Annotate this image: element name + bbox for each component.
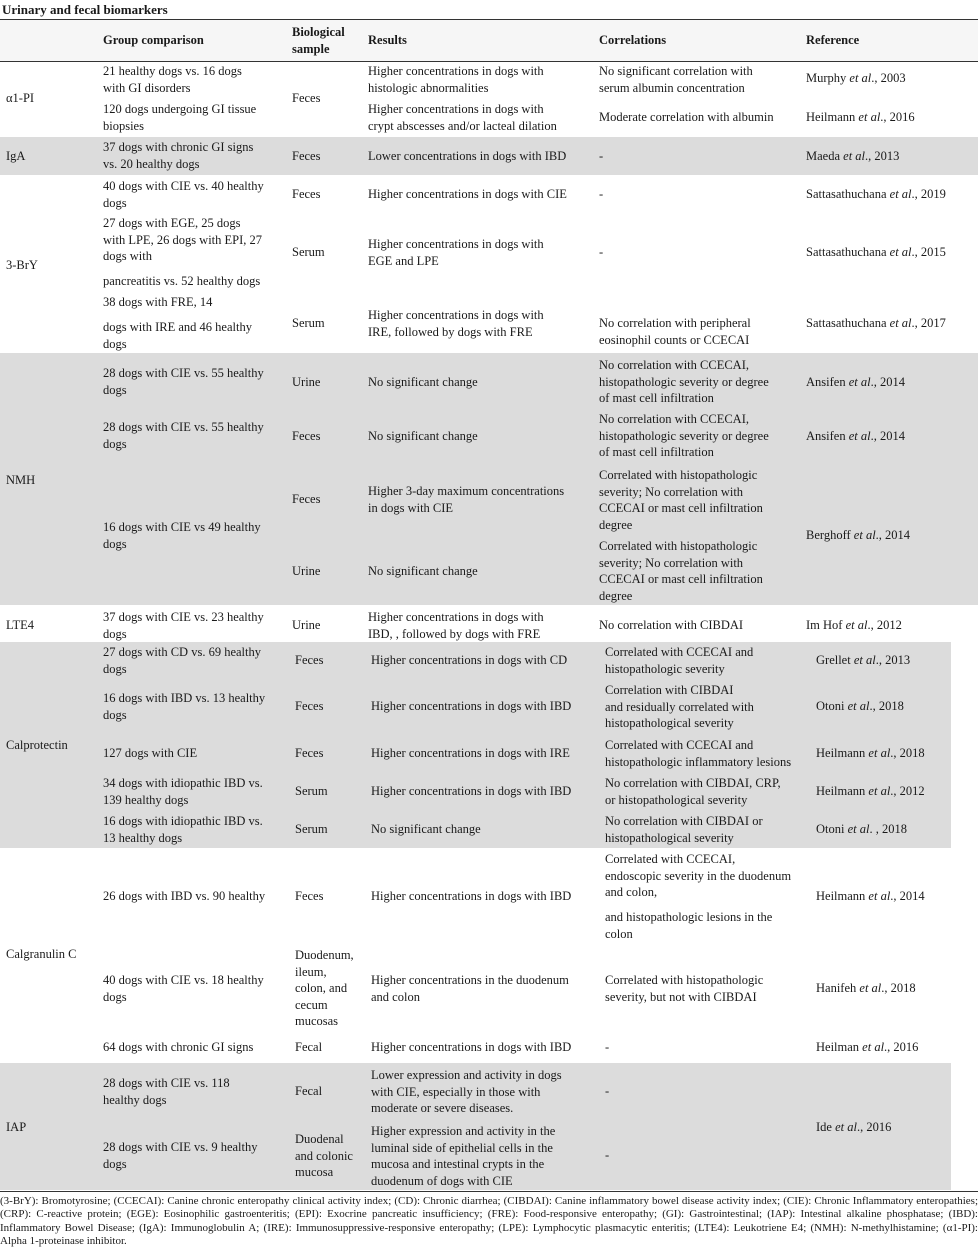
reference-cell: Otoni et al. , 2018 [816, 822, 907, 836]
sample-cell: Fecal [295, 1040, 323, 1054]
results-cell: Higher concentrations in dogs with IBD [371, 699, 572, 713]
reference-cell: Murphy et al., 2003 [806, 71, 906, 85]
results-cell: Higher concentrations in dogs with CIE [368, 187, 567, 201]
correlation-cell: Correlated with histopathologic severity; No correlation with CCECAI or mast cell infiltration degree [599, 468, 763, 532]
results-cell: Higher expression and activity in the luminal side of epithelial cells in the mucosa and intestinal crypts in the duodenum of dogs with CIE [371, 1124, 556, 1188]
group-cell: 40 dogs with CIE vs. 40 healthy dogs [103, 179, 264, 210]
sample-cell: Urine [292, 564, 321, 578]
reference-cell: Heilmann et al., 2016 [806, 110, 915, 124]
footnote: (3-BrY): Bromotyrosine; (CCECAI): Canine chronic enteropathy clinical activity index; (CD): Chronic diarrhea; (CIBDAI): Canine inflammatory bowel disease activity index; (CIE): Chronic Inflammatory enteropathies; (CRP): C-reactive protein; (EGE): Eosinophilic gastroenteritis; (EPI): Exocrine pancreatic insufficiency; (FRE): Food-responsive enteropathy; (GI): Gastrointestinal; (IAP): Intestinal alkaline phosphatase; (IBD): Inflammatory Bowel Disease; (IgA): Immunoglobulin A; (IRE): Immunosuppressive-responsive enteropathy; (LPE): Lymphocytic plasmacytic enteritis; (LTE4): Leukotriene E4; (NMH): N-methylhistamine; (α1-PI): Alpha 1-proteinase inhibitor. [0, 1195, 978, 1248]
reference-cell: Sattasathuchana et al., 2019 [806, 187, 946, 201]
biomarker-3bry: 3-BrY [6, 258, 38, 272]
results-cell: Higher concentrations in dogs with IRE [371, 746, 570, 760]
biomarker-a1pi: α1-PI [6, 91, 35, 105]
reference-cell: Hanifeh et al., 2018 [816, 981, 916, 995]
reference-cell: Ansifen et al., 2014 [806, 375, 905, 389]
sample-cell: Feces [295, 699, 324, 713]
biomarker-lte4: LTE4 [6, 618, 35, 632]
correlation-cell: - [599, 245, 604, 259]
biomarker-iga: IgA [6, 149, 26, 163]
results-cell: Lower expression and activity in dogs with CIE, especially in those with moderate or severe diseases. [371, 1068, 562, 1115]
group-cell: 27 dogs with EGE, 25 dogs with LPE, 26 dogs with EPI, 27 dogs with [103, 216, 263, 263]
reference-cell: Grellet et al., 2013 [816, 653, 911, 667]
sample-cell: Duodenal and colonic mucosa [295, 1132, 353, 1179]
group-cell: 127 dogs with CIE [103, 746, 198, 760]
correlation-cell: No correlation with peripheral eosinophil counts or CCECAI [599, 316, 751, 347]
correlation-cell: No correlation with CIBDAI or histopathological severity [605, 814, 763, 845]
group-cell: 28 dogs with CIE vs. 118 healthy dogs [103, 1076, 230, 1107]
sample-cell: Serum [292, 245, 325, 259]
sample-cell: Feces [292, 429, 321, 443]
sample-cell: Feces [292, 149, 321, 163]
group-cell: 40 dogs with CIE vs. 18 healthy dogs [103, 973, 264, 1004]
results-cell: No significant change [368, 429, 478, 443]
group-cell: 16 dogs with IBD vs. 13 healthy dogs [103, 691, 266, 722]
sample-cell: Feces [292, 492, 321, 506]
correlation-cell: Moderate correlation with albumin [599, 110, 774, 124]
sample-cell: Serum [292, 316, 325, 330]
group-cell: 26 dogs with IBD vs. 90 healthy [103, 889, 266, 903]
sample-cell: Duodenum, ileum, colon, and cecum mucosas [295, 948, 354, 1028]
reference-cell: Heilmann et al., 2012 [816, 784, 925, 798]
header-reference: Reference [806, 33, 860, 47]
sample-cell: Feces [292, 91, 321, 105]
reference-cell: Im Hof et al., 2012 [806, 618, 902, 632]
group-cell: 37 dogs with CIE vs. 23 healthy dogs [103, 610, 264, 641]
group-cell: 38 dogs with FRE, 14 [103, 295, 213, 309]
biomarker-calprotectin: Calprotectin [6, 738, 68, 752]
results-cell: Higher concentrations in dogs with IRE, followed by dogs with FRE [368, 308, 544, 339]
table-title: Urinary and fecal biomarkers [2, 2, 168, 17]
group-cell: 28 dogs with CIE vs. 55 healthy dogs [103, 366, 264, 397]
group-cell: 64 dogs with chronic GI signs [103, 1040, 254, 1054]
biomarker-iap: IAP [6, 1120, 27, 1134]
reference-cell: Sattasathuchana et al., 2015 [806, 245, 946, 259]
header-results: Results [368, 33, 407, 47]
sample-cell: Urine [292, 375, 321, 389]
results-cell: Higher concentrations in dogs with histologic abnormalities [368, 64, 544, 95]
reference-cell: Heilmann et al., 2014 [816, 889, 925, 903]
biomarker-calgranulin: Calgranulin C [6, 947, 77, 961]
sample-cell: Feces [295, 653, 324, 667]
results-cell: Lower concentrations in dogs with IBD [368, 149, 567, 163]
correlation-cell: No correlation with CIBDAI, CRP, or histopathological severity [605, 776, 781, 807]
reference-cell: Maeda et al., 2013 [806, 149, 900, 163]
results-cell: Higher concentrations in dogs with CD [371, 653, 568, 667]
reference-cell: Otoni et al., 2018 [816, 699, 904, 713]
results-cell: Higher concentrations in dogs with IBD [371, 889, 572, 903]
header-group: Group comparison [103, 33, 204, 47]
correlation-cell: Correlated with histopathologic severity; No correlation with CCECAI or mast cell infiltration degree [599, 539, 763, 603]
sample-cell: Feces [295, 746, 324, 760]
results-cell: Higher concentrations in dogs with IBD [371, 784, 572, 798]
sample-cell: Feces [295, 889, 324, 903]
sample-cell: Urine [292, 618, 321, 632]
group-cell: 120 dogs undergoing GI tissue biopsies [103, 102, 257, 133]
results-cell: No significant change [368, 564, 478, 578]
reference-cell: Ide et al., 2016 [816, 1120, 892, 1134]
correlation-cell: Correlated with CCECAI and histopathologic severity [605, 645, 754, 676]
reference-cell: Heilman et al., 2016 [816, 1040, 919, 1054]
group-cell: 21 healthy dogs vs. 16 dogs with GI disorders [103, 64, 242, 95]
group-cell: dogs with IRE and 46 healthy dogs [103, 320, 252, 351]
results-cell: No significant change [371, 822, 481, 836]
results-cell: Higher concentrations in dogs with EGE and LPE [368, 237, 544, 268]
correlation-cell: No correlation with CIBDAI [599, 618, 744, 632]
correlation-cell: Correlated with CCECAI and histopathologic inflammatory lesions [605, 738, 792, 769]
reference-cell: Ansifen et al., 2014 [806, 429, 905, 443]
group-cell: 16 dogs with idiopathic IBD vs. 13 healthy dogs [103, 814, 263, 845]
sample-cell: Fecal [295, 1084, 323, 1098]
reference-cell: Sattasathuchana et al., 2017 [806, 316, 946, 330]
correlation-cell: and histopathologic lesions in the colon [605, 910, 773, 941]
correlation-cell: No correlation with CCECAI, histopathologic severity or degree of mast cell infiltration [599, 358, 769, 405]
results-cell: No significant change [368, 375, 478, 389]
group-cell: 34 dogs with idiopathic IBD vs. 139 healthy dogs [103, 776, 263, 807]
results-cell: Higher concentrations in dogs with crypt abscesses and/or lacteal dilation [368, 102, 557, 133]
header-sample: Biological sample [292, 25, 345, 56]
results-cell: Higher concentrations in dogs with IBD [371, 1040, 572, 1054]
biomarker-nmh: NMH [6, 473, 36, 487]
correlation-cell: Correlation with CIBDAI and residually correlated with histopathological severity [605, 683, 754, 730]
results-cell: Higher 3-day maximum concentrations in dogs with CIE [368, 484, 565, 515]
group-cell: 16 dogs with CIE vs 49 healthy dogs [103, 520, 261, 551]
header-correlations: Correlations [599, 33, 667, 47]
group-cell: 28 dogs with CIE vs. 55 healthy dogs [103, 420, 264, 451]
results-cell: Higher concentrations in dogs with IBD, , followed by dogs with FRE [368, 610, 544, 641]
group-cell: 27 dogs with CD vs. 69 healthy dogs [103, 645, 261, 676]
correlation-cell: - [599, 149, 604, 163]
group-cell: 28 dogs with CIE vs. 9 healthy dogs [103, 1140, 258, 1171]
sample-cell: Serum [295, 822, 328, 836]
correlation-cell: - [605, 1084, 610, 1098]
correlation-cell: Correlated with histopathologic severity, but not with CIBDAI [605, 973, 764, 1004]
sample-cell: Feces [292, 187, 321, 201]
reference-cell: Berghoff et al., 2014 [806, 528, 911, 542]
results-cell: Higher concentrations in the duodenum and colon [371, 973, 569, 1004]
group-cell: 37 dogs with chronic GI signs vs. 20 healthy dogs [103, 140, 254, 171]
correlation-cell: - [605, 1040, 610, 1054]
correlation-cell: No significant correlation with serum albumin concentration [599, 64, 753, 95]
correlation-cell: - [599, 187, 604, 201]
reference-cell: Heilmann et al., 2018 [816, 746, 925, 760]
group-cell: pancreatitis vs. 52 healthy dogs [103, 274, 261, 288]
sample-cell: Serum [295, 784, 328, 798]
correlation-cell: Correlated with CCECAI, endoscopic severity in the duodenum and colon, [605, 852, 792, 899]
correlation-cell: No correlation with CCECAI, histopathologic severity or degree of mast cell infiltration [599, 412, 769, 459]
correlation-cell: - [605, 1148, 610, 1162]
